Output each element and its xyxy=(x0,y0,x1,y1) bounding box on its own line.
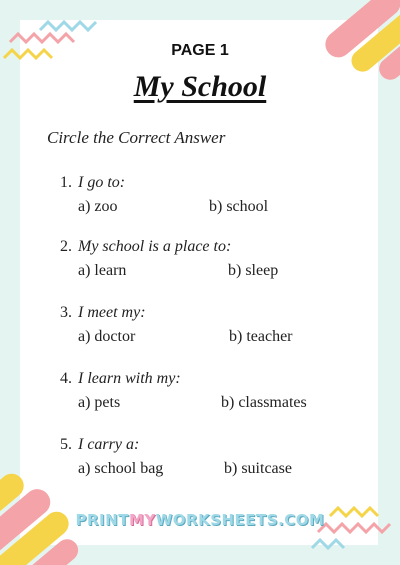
question-item xyxy=(60,172,370,220)
site-logo xyxy=(0,511,400,529)
question-item xyxy=(60,302,370,350)
question-number: 1. xyxy=(60,174,72,191)
logo-part-my: MY xyxy=(128,511,156,529)
question-item xyxy=(60,434,370,482)
question-item xyxy=(60,236,370,284)
answer-option-a[interactable]: a) school bag xyxy=(78,460,164,477)
answer-option-a[interactable]: a) doctor xyxy=(78,328,136,345)
question-number: 3. xyxy=(60,304,72,321)
question-item xyxy=(60,368,370,416)
question-number: 5. xyxy=(60,436,72,453)
logo-part-print: PRINT xyxy=(75,511,129,529)
worksheet-title: My School xyxy=(133,70,267,103)
answer-option-b[interactable]: b) suitcase xyxy=(224,460,292,477)
question-number: 4. xyxy=(60,370,72,387)
answer-option-b[interactable]: b) sleep xyxy=(228,262,279,279)
page-label: PAGE 1 xyxy=(171,42,229,59)
answer-option-b[interactable]: b) classmates xyxy=(221,394,307,411)
logo-part-worksheets: WORKSHEETS.COM xyxy=(155,511,325,529)
question-text: I meet my: xyxy=(78,304,146,321)
instruction-text: Circle the Correct Answer xyxy=(47,128,226,147)
answer-option-b[interactable]: b) teacher xyxy=(229,328,293,345)
answer-option-a[interactable]: a) zoo xyxy=(78,198,118,215)
answer-option-a[interactable]: a) pets xyxy=(78,394,121,411)
question-text: I carry a: xyxy=(78,436,140,453)
question-text: I go to: xyxy=(78,174,126,191)
question-text: My school is a place to: xyxy=(78,238,232,255)
question-text: I learn with my: xyxy=(78,370,181,387)
answer-option-b[interactable]: b) school xyxy=(209,198,269,215)
answer-option-a[interactable]: a) learn xyxy=(78,262,127,279)
question-number: 2. xyxy=(60,238,72,255)
